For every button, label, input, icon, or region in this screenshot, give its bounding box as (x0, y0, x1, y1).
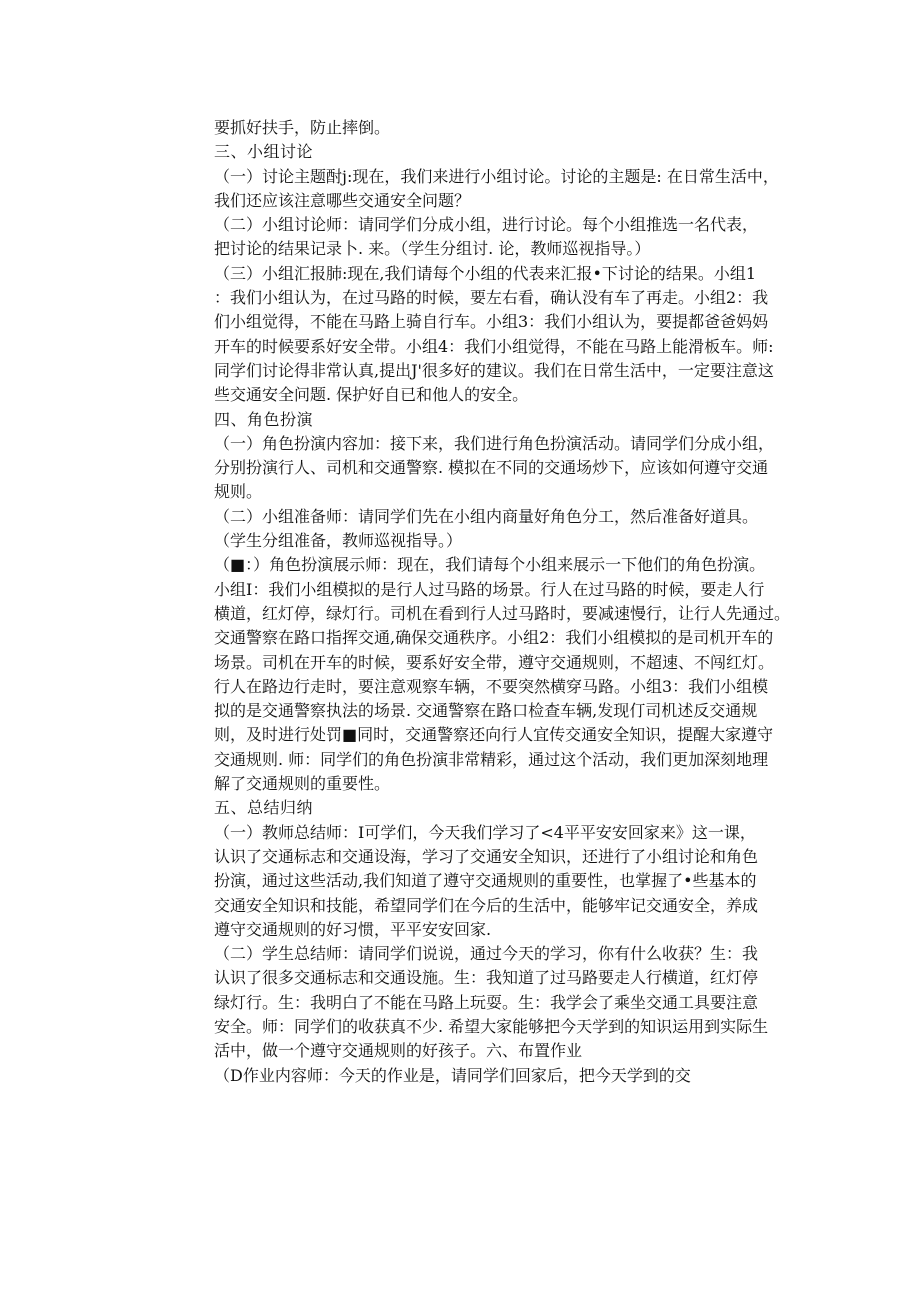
text-line: 们小组觉得，不能在马路上骑自行车。小组3：我们小组认为，要提都爸爸妈妈 (214, 312, 769, 332)
section-heading-4: 四、角色扮演 (214, 409, 314, 429)
text-line: （三）小组汇报肺:现在,我们请每个小组的代表来汇报•下讨论的结果。小组1 (214, 263, 757, 283)
text-line: 解了交通规则的重要性。 (214, 774, 391, 794)
text-line: （二）小组准备师：请同学们先在小组内商量好角色分工，然后准备好道具。 (214, 506, 759, 526)
text-line: （D作业内容师：今天的作业是，请同学们回家后，把今天学到的交 (214, 1065, 691, 1085)
document-body (214, 116, 818, 1088)
text-line: 规则。 (214, 482, 263, 502)
text-line: 把讨论的结果记录卜. 来。（学生分组讨. 论，教师巡视指导。） (214, 239, 651, 259)
text-line: 交通安全知识和技能，希望同学们在今后的生活中，能够牢记交通安全，养成 (214, 895, 759, 915)
text-line: 认识了很多交通标志和交通设施。生：我知道了过马路要走人行横道，红灯停 (214, 968, 759, 988)
text-line: 分别扮演行人、司机和交通警察. 模拟在不同的交通场炒下，应该如何遵守交通 (214, 458, 769, 478)
text-line: 场景。司机在开车的时候，要系好安全带，遵守交通规则，不超速、不闯红灯。 (214, 652, 775, 672)
text-line: ：我们小组认为，在过马路的时候，要左右看，确认没有车了再走。小组2：我 (214, 288, 769, 308)
text-line: 小组I：我们小组模拟的是行人过马路的场景。行人在过马路的时候，要走人行 (214, 579, 765, 599)
text-line: 认识了交通标志和交通设海，学习了交通安全知识，还进行了小组讨论和角色 (214, 846, 759, 866)
text-line: （二）学生总结师：请同学们说说，通过今天的学习，你有什么收获？生：我 (214, 944, 759, 964)
text-line: 遵守交通规则的好习惯，平平安安回家. (214, 919, 492, 939)
section-heading-5: 五、总结归纳 (214, 798, 314, 818)
text-line: 交通规则. 师：同学们的角色扮演非常精彩，通过这个活动，我们更加深刻地理 (214, 749, 769, 769)
text-line: 开车的时候要系好安全带。小组4：我们小组觉得，不能在马路上能滑板车。师: (214, 336, 774, 356)
text-line: 要抓好扶手，防止摔倒。 (214, 118, 391, 137)
text-line: 活中，做一个遵守交通规则的好孩子。六、布置作业 (214, 1041, 583, 1061)
text-line: 行人在路边行走时，要注意观察车辆，不要突然横穿马路。小组3：我们小组模 (214, 676, 769, 696)
text-line: 则，及时进行处罚■同时，交通警察还向行人宜传交通安全知识，提醒大家遵守 (214, 725, 774, 745)
text-line: 我们还应该注意哪些交通安全问题？ (214, 190, 471, 210)
text-line: （一）讨论主题酎j:现在，我们来进行小组讨论。讨论的主题是: 在日常生活中， (214, 166, 779, 186)
text-line: （一）教师总结师：I可学们，今天我们学习了<4平平安安回家来》这一课， (214, 822, 756, 842)
section-heading-3: 三、小组讨论 (214, 142, 314, 162)
text-line: （二）小组讨论师：请同学们分成小组，进行讨论。每个小组推选一名代表， (214, 215, 759, 235)
text-line: 拟的是交通警察执法的场景. 交通警察在路口检查车辆,发现仃司机述反交通规 (214, 701, 758, 721)
text-line: （■：）角色扮演展示师：现在，我们请每个小组来展示一下他们的角色扮演。 (214, 555, 766, 575)
text-line: 绿灯行。生：我明白了不能在马路上玩耍。生：我学会了乘坐交通工具要注意 (214, 992, 759, 1012)
text-line: 安全。师：同学们的收获真不少. 希望大家能够把今天学到的知识运用到实际生 (214, 1016, 769, 1036)
text-line: 横道，红灯停，绿灯行。司机在看到行人过马路时，要减速慢行，让行人先通过。 (214, 603, 791, 623)
text-line: 些交通安全问题. 保护好自已和他人的安全。 (214, 385, 529, 405)
text-line: 扮演，通过这些活动,我们知道了遵守交通规则的重要性，也掌握了•些基本的 (214, 871, 757, 891)
text-line: （学生分组准备，教师巡视指导。） (214, 531, 463, 551)
text-line: 同学们讨论得非常认真,提出J'很多好的建议。我们在日常生活中，一定要注意这 (214, 360, 774, 380)
text-line: （一）角色扮演内容加：接下来，我们进行角色扮演活动。请同学们分成小组， (214, 433, 775, 453)
text-line: 交通警察在路口指挥交通,确保交通秩序。小组2：我们小组模拟的是司机开车的 (214, 628, 774, 648)
